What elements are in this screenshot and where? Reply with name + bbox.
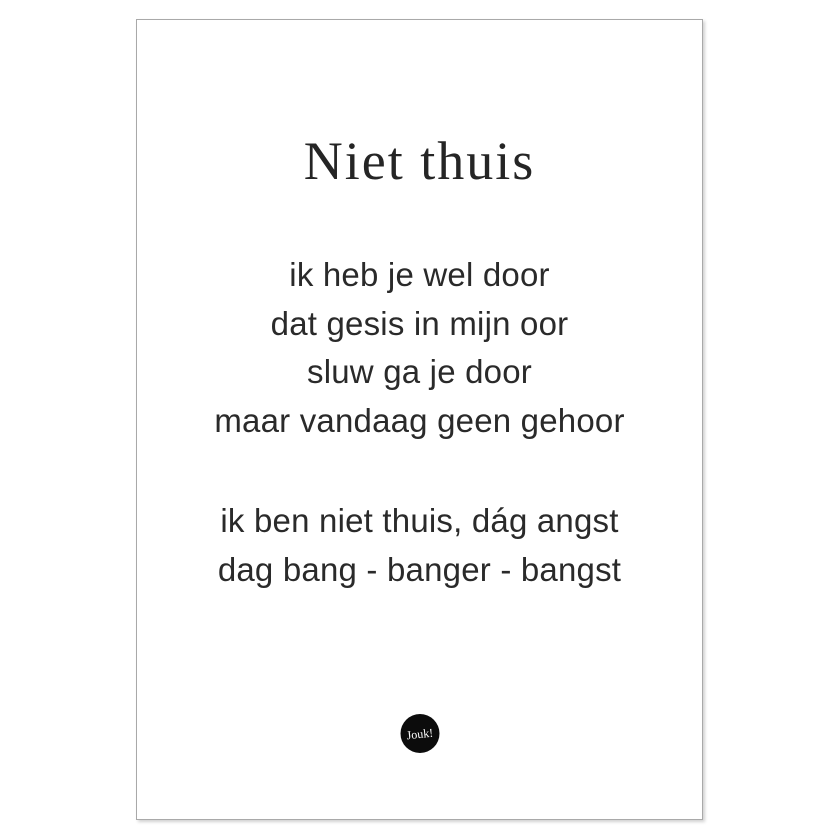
poem-line: dat gesis in mijn oor (270, 304, 569, 342)
poem-stanza-2 (137, 497, 702, 594)
poem-line: ik heb je wel door (289, 256, 550, 293)
jouk-logo-text: Jouk! (405, 725, 434, 742)
poster-card (136, 19, 703, 820)
poem-line: ik ben niet thuis, dág angst (220, 502, 619, 539)
jouk-logo-badge (400, 714, 439, 753)
poem-title: Niet thuis (303, 131, 536, 191)
poem-stanza-1 (137, 251, 702, 445)
poem-line: maar vandaag geen gehoor (214, 401, 625, 439)
poem-line: sluw ga je door (307, 353, 532, 390)
poem-line: dag bang - banger - bangst (217, 550, 622, 588)
